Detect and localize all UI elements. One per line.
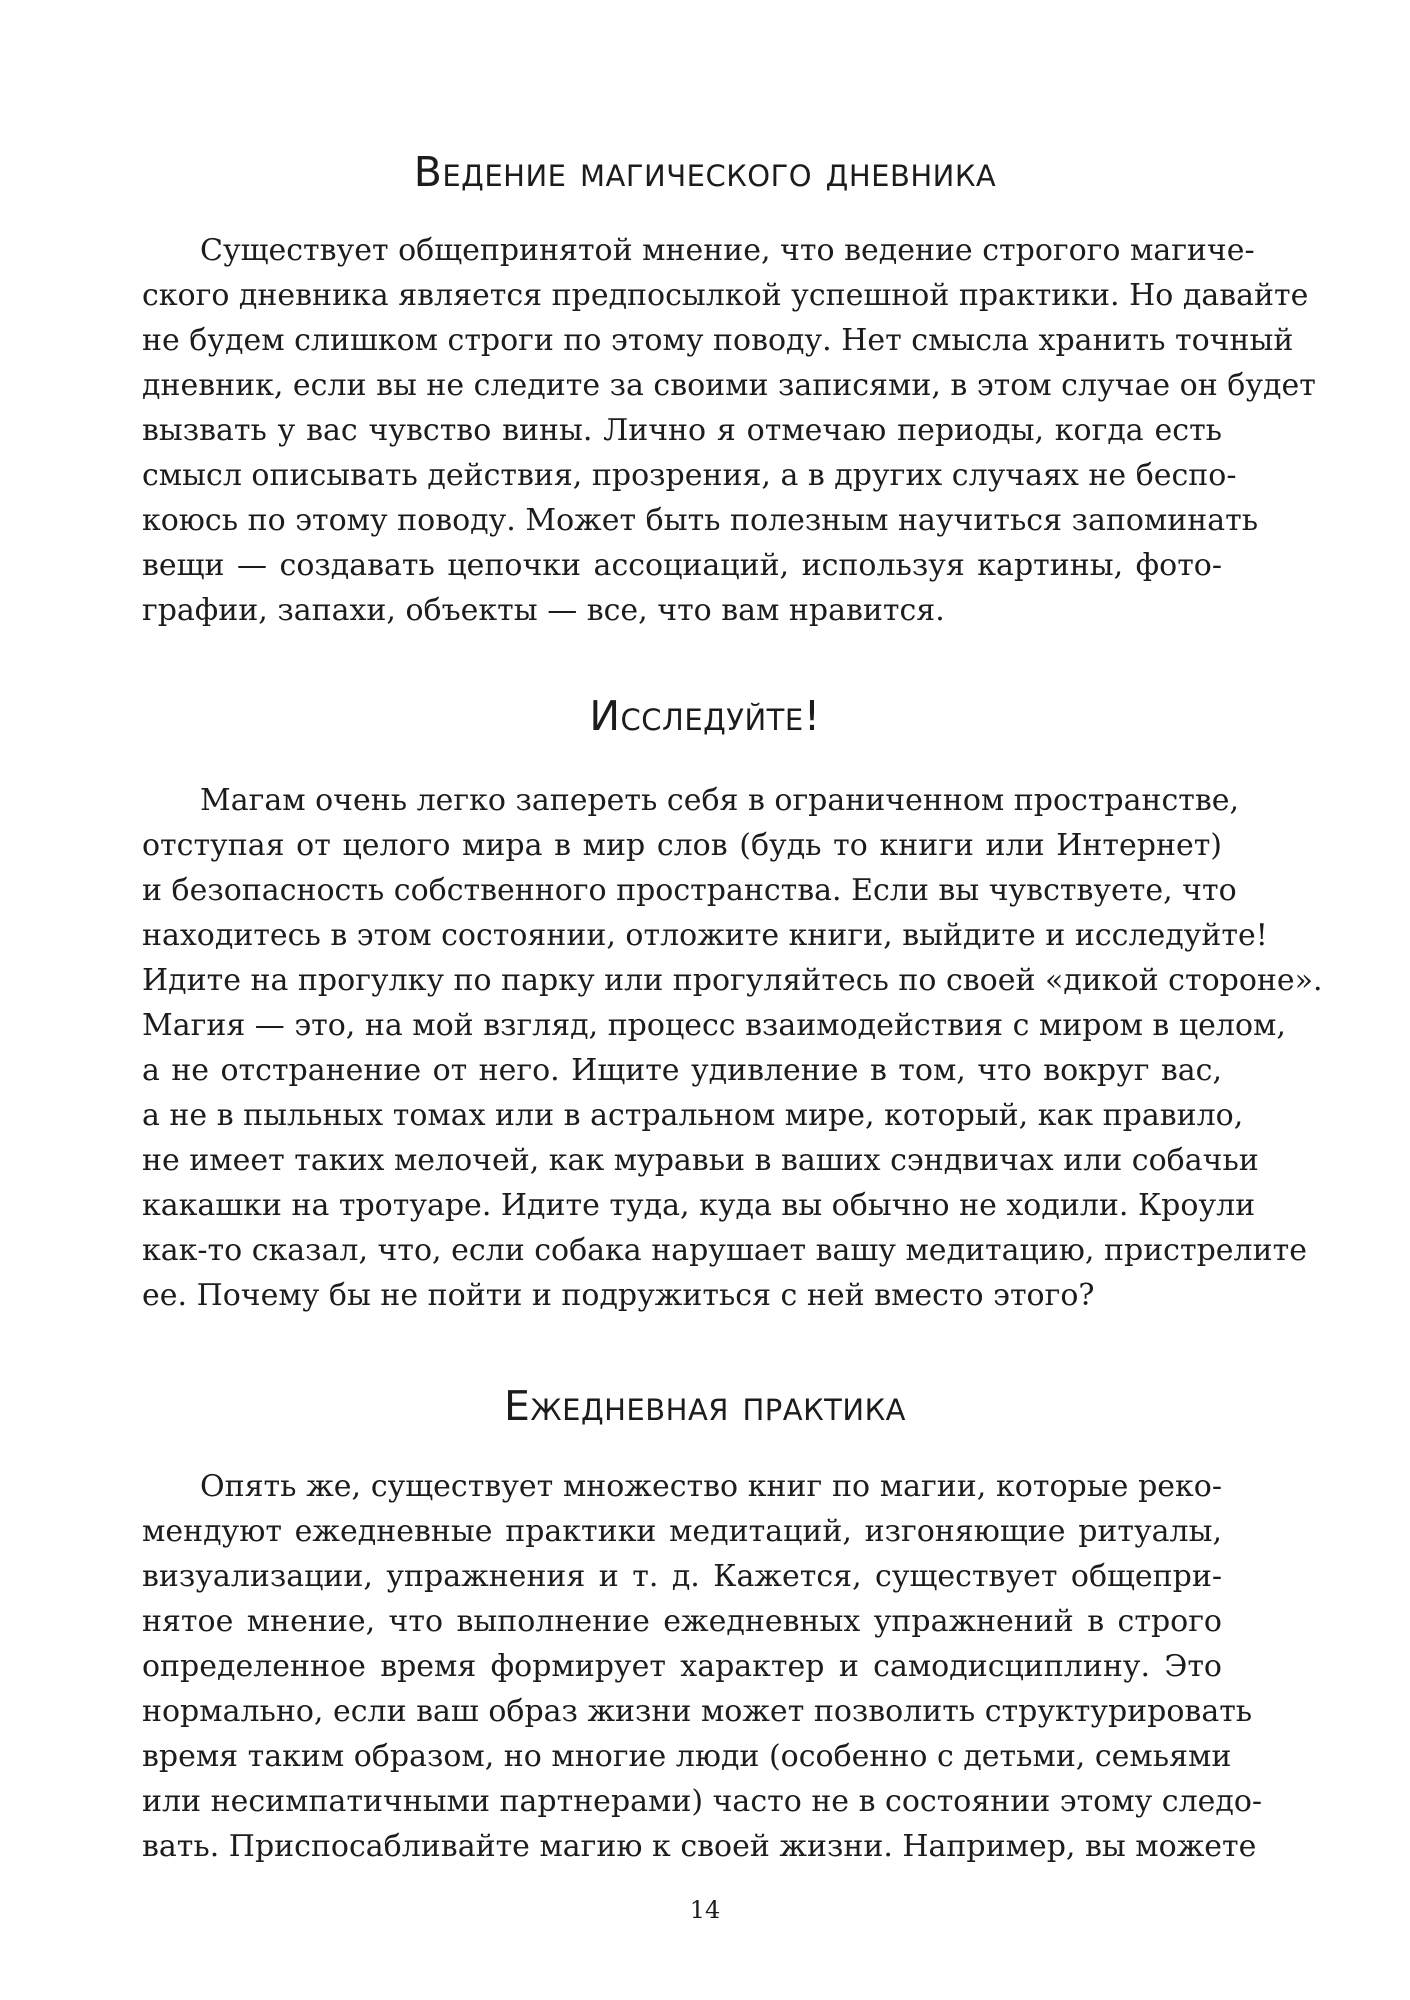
text-line: вещи — создавать цепочки ассоциаций, используя картины, фото- bbox=[142, 548, 1222, 583]
text-line: графии, запахи, объекты — все, что вам нравится. bbox=[142, 593, 945, 628]
text-line: как-то сказал, что, если собака нарушает вашу медитацию, пристрелите bbox=[142, 1233, 1307, 1268]
text-line: вать. Приспосабливайте магию к своей жизни. Например, вы можете bbox=[142, 1829, 1257, 1864]
text-line: ее. Почему бы не пойти и подружиться с ней вместо этого? bbox=[142, 1278, 1095, 1313]
text-line: ского дневника является предпосылкой успешной практики. Но давайте bbox=[142, 278, 1309, 313]
section-heading-daily-practice: Ежедневная практика bbox=[503, 1382, 907, 1430]
page-number: 14 bbox=[689, 1896, 721, 1924]
text-line: не будем слишком строги по этому поводу. Нет смысла хранить точный bbox=[142, 323, 1294, 358]
text-line: какашки на тротуаре. Идите туда, куда вы обычно не ходили. Кроули bbox=[142, 1188, 1256, 1223]
text-line: визуализации, упражнения и т. д. Кажется, существует общепри- bbox=[142, 1559, 1222, 1594]
text-line: коюсь по этому поводу. Может быть полезным научиться запоминать bbox=[142, 503, 1259, 538]
text-line: дневник, если вы не следите за своими записями, в этом случае он будет bbox=[142, 368, 1316, 403]
text-line: или несимпатичными партнерами) часто не в состоянии этому следо- bbox=[142, 1784, 1263, 1819]
text-line: Магам очень легко запереть себя в ограниченном пространстве, bbox=[200, 783, 1240, 818]
text-line: нятое мнение, что выполнение ежедневных упражнений в строго bbox=[142, 1604, 1222, 1639]
text-line: отступая от целого мира в мир слов (будь то книги или Интернет) bbox=[142, 828, 1222, 863]
text-line: нормально, если ваш образ жизни может позволить структурировать bbox=[142, 1694, 1253, 1729]
text-line: Опять же, существует множество книг по магии, которые реко- bbox=[200, 1469, 1222, 1504]
text-line: вызвать у вас чувство вины. Лично я отмечаю периоды, когда есть bbox=[142, 413, 1222, 448]
text-line: Существует общепринятой мнение, что ведение строгого магиче- bbox=[200, 233, 1255, 268]
text-line: определенное время формирует характер и самодисциплину. Это bbox=[142, 1649, 1222, 1684]
section-heading-diary: Ведение магического дневника bbox=[413, 148, 997, 196]
paragraph-diary bbox=[142, 228, 1316, 633]
text-line: время таким образом, но многие люди (особенно с детьми, семьями bbox=[142, 1739, 1232, 1774]
text-line: Магия — это, на мой взгляд, процесс взаимодействия с миром в целом, bbox=[142, 1008, 1286, 1043]
text-line: а не в пыльных томах или в астральном мире, который, как правило, bbox=[142, 1098, 1244, 1133]
text-line: не имеет таких мелочей, как муравьи в ваших сэндвичах или собачьи bbox=[142, 1143, 1259, 1178]
text-line: смысл описывать действия, прозрения, а в других случаях не беспо- bbox=[142, 458, 1237, 493]
text-line: мендуют ежедневные практики медитаций, изгоняющие ритуалы, bbox=[142, 1514, 1222, 1549]
text-line: Идите на прогулку по парку или прогуляйтесь по своей «дикой стороне». bbox=[142, 963, 1323, 998]
text-line: а не отстранение от него. Ищите удивление в том, что вокруг вас, bbox=[142, 1053, 1222, 1088]
text-line: находитесь в этом состоянии, отложите книги, выйдите и исследуйте! bbox=[142, 918, 1268, 953]
paragraph-daily-practice bbox=[142, 1464, 1263, 1869]
text-line: и безопасность собственного пространства. Если вы чувствуете, что bbox=[142, 873, 1237, 908]
paragraph-explore bbox=[142, 778, 1323, 1318]
section-heading-explore: Исследуйте! bbox=[589, 692, 821, 740]
